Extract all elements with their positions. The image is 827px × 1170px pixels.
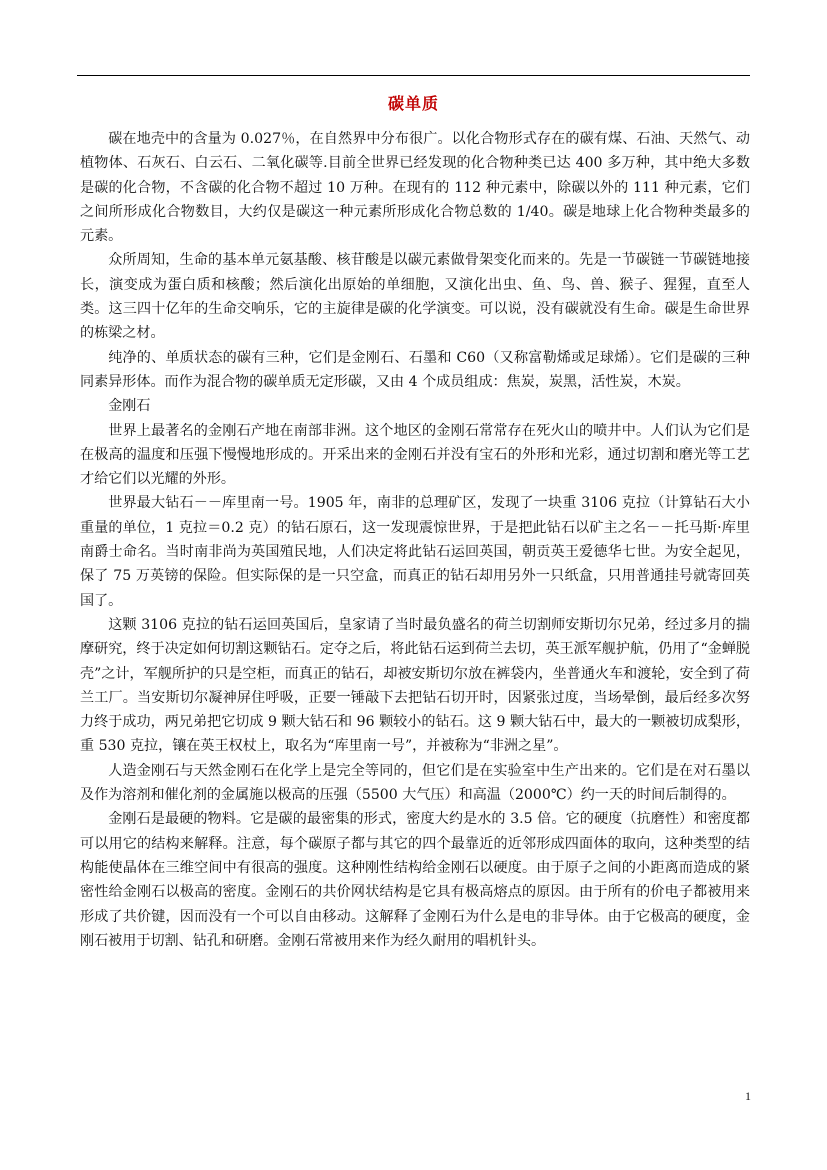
document-body	[80, 127, 750, 953]
paragraph-cutting: 这颗 3106 克拉的钻石运回英国后，皇家请了当时最负盛名的荷兰切割师安斯切尔兄弟，经过多月的揣摩研究，终于决定如何切割这颗钻石。定夺之后，将此钻石运到荷兰去切，英王派军舰护航，仍用了“金蝉脱壳”之计，军舰所护的只是空柜，而真正的钻石，却被安斯切尔放在裤袋内，坐普通火车和渡轮，安全到了荷兰工厂。当安斯切尔凝神屏住呼吸，正要一锤敲下去把钻石切开时，因紧张过度，当场晕倒，最后经多次努力终于成功，两兄弟把它切成 9 颗大钻石和 96 颗较小的钻石。这 9 颗大钻石中，最大的一颗被切成梨形，重 530 克拉，镶在英王权杖上，取名为“库里南一号”，并被称为“非洲之星”。	[80, 616, 750, 755]
header-rule	[77, 75, 750, 76]
paragraph-synthetic: 人造金刚石与天然金刚石在化学上是完全等同的，但它们是在实验室中生产出来的。它们是在对石墨以及作为溶剂和催化剂的金属施以极高的压强（5500 大气压）和高温（2000℃）约一天的时间后制得的。	[80, 762, 750, 804]
paragraph-cullinan: 世界最大钻石－－库里南一号。1905 年，南非的总理矿区，发现了一块重 3106 克拉（计算钻石大小重量的单位，1 克拉＝0.2 克）的钻石原石，这一发现震惊世界，于是把此钻石以矿主之名－－托马斯·库里南爵士命名。当时南非尚为英国殖民地，人们决定将此钻石运回英国，朝贡英王爱德华七世。为安全起见，保了 75 万英镑的保险。但实际保的是一只空盒，而真正的钻石却用另外一只纸盒，只用普通挂号就寄回英国了。	[80, 495, 750, 609]
paragraph-hardness: 金刚石是最硬的物料。它是碳的最密集的形式，密度大约是水的 3.5 倍。它的硬度（抗磨性）和密度都可以用它的结构来解释。注意，每个碳原子都与其它的四个最靠近的近邻形成四面体的取向，这种类型的结构能使晶体在三维空间中有很高的强度。这种刚性结构给金刚石以硬度。由于原子之间的小距离而造成的紧密性给金刚石以极高的密度。金刚石的共价网状结构是它具有极高熔点的原因。由于所有的价电子都被用来形成了共价键，因而没有一个可以自由移动。这解释了金刚石为什么是电的非导体。由于它极高的硬度，金刚石被用于切割、钻孔和研磨。金刚石常被用来作为经久耐用的唱机针头。	[80, 811, 750, 949]
paragraph-intro: 碳在地壳中的含量为 0.027％，在自然界中分布很广。以化合物形式存在的碳有煤、石油、天然气、动植物体、石灰石、白云石、二氧化碳等.目前全世界已经发现的化合物种类已达 400 多万种，其中绝大多数是碳的化合物，不含碳的化合物不超过 10 万种。在现有的 112 种元素中，除碳以外的 111 种元素，它们之间所形成化合物数目，大约仅是碳这一种元素所形成化合物总数的 1/40。碳是地球上化合物种类最多的元素。	[80, 131, 750, 245]
paragraph-life: 众所周知，生命的基本单元氨基酸、核苷酸是以碳元素做骨架变化而来的。先是一节碳链一节碳链地接长，演变成为蛋白质和核酸；然后演化出原始的单细胞，又演化出虫、鱼、鸟、兽、猴子、猩猩，直至人类。这三四十亿年的生命交响乐，它的主旋律是碳的化学演变。可以说，没有碳就没有生命。碳是生命世界的栋梁之材。	[80, 252, 750, 342]
paragraph-allotropes: 纯净的、单质状态的碳有三种，它们是金刚石、石墨和 C60（又称富勒烯或足球烯）。它们是碳的三种同素异形体。而作为混合物的碳单质无定形碳，又由 4 个成员组成：焦炭，炭黑，活性炭，木炭。	[80, 349, 750, 390]
section-heading-diamond: 金刚石	[108, 398, 151, 415]
document-title: 碳单质	[387, 94, 439, 113]
page-number: 1	[745, 1089, 751, 1103]
paragraph-diamond-origin: 世界上最著名的金刚石产地在南部非洲。这个地区的金刚石常常存在死火山的喷井中。人们认为它们是在极高的温度和压强下慢慢地形成的。开采出来的金刚石并没有宝石的外形和光彩，通过切割和磨光等工艺才给它们以光耀的外形。	[80, 422, 750, 488]
